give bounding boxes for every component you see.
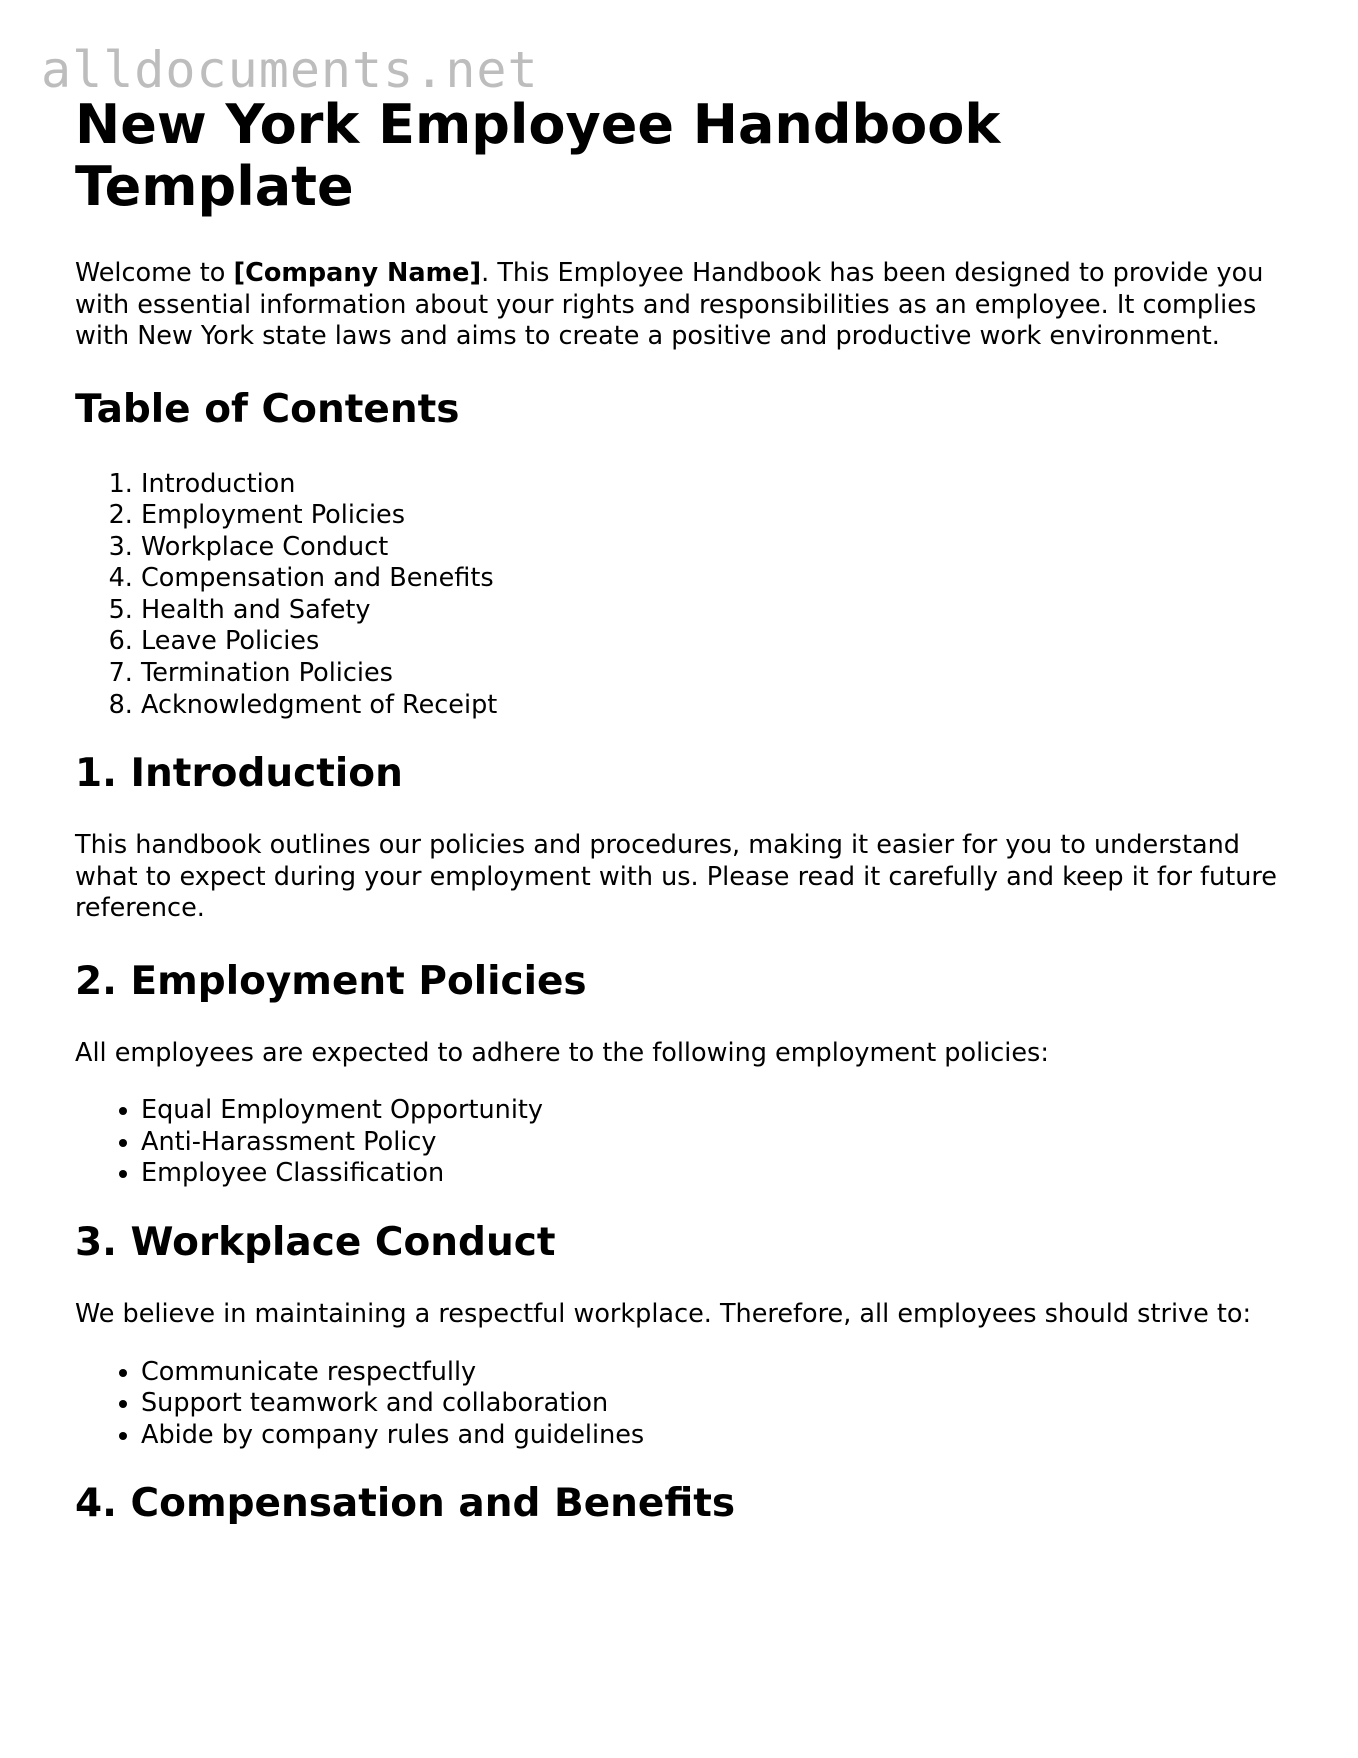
document-title: New York Employee Handbook Template xyxy=(75,93,1001,218)
watermark: alldocuments.net xyxy=(41,41,539,99)
toc-item: 5. Health and Safety xyxy=(141,595,1285,627)
toc-item: 1. Introduction xyxy=(141,469,1285,501)
toc-item: 6. Leave Policies xyxy=(141,626,1285,658)
workplace-conduct-lead: We believe in maintaining a respectful workplace. Therefore, all employees should strive to: xyxy=(75,1299,1252,1330)
workplace-conduct-list xyxy=(75,1357,1285,1452)
intro-paragraph xyxy=(75,258,1285,353)
list-item: • Communicate respectfully xyxy=(141,1357,1285,1389)
toc-item: 4. Compensation and Benefits xyxy=(141,563,1285,595)
intro-rest: . This Employee Handbook has been designed to provide you with essential information about your rights and responsibilities as an employee. It complies with New York state laws and aims to create a positive and productive work environment. xyxy=(75,258,1264,351)
list-item: • Anti-Harassment Policy xyxy=(141,1127,1285,1159)
introduction-paragraph: This handbook outlines our policies and procedures, making it easier for you to understand what to expect during your employment with us. Please read it carefully and keep it for future reference. xyxy=(75,830,1277,924)
section-heading-employment-policies: 2. Employment Policies xyxy=(75,958,587,1004)
section-heading-introduction: 1. Introduction xyxy=(75,751,403,797)
toc-item: 3. Workplace Conduct xyxy=(141,532,1285,564)
toc-item: 8. Acknowledgment of Receipt xyxy=(141,690,1285,722)
company-name-placeholder: [Company Name] xyxy=(233,258,482,288)
list-item: • Abide by company rules and guidelines xyxy=(141,1420,1285,1452)
toc-heading: Table of Contents xyxy=(75,386,460,432)
toc-item: 2. Employment Policies xyxy=(141,500,1285,532)
section-heading-workplace-conduct: 3. Workplace Conduct xyxy=(75,1220,556,1266)
list-item: • Employee Classification xyxy=(141,1158,1285,1190)
toc-item: 7. Termination Policies xyxy=(141,658,1285,690)
employment-policies-list xyxy=(75,1095,1285,1190)
list-item: • Equal Employment Opportunity xyxy=(141,1095,1285,1127)
table-of-contents xyxy=(75,469,1285,722)
document-page xyxy=(75,94,1285,1560)
employment-policies-lead: All employees are expected to adhere to the following employment policies: xyxy=(75,1037,1049,1068)
intro-prefix: Welcome to xyxy=(75,258,234,288)
section-heading-compensation: 4. Compensation and Benefits xyxy=(75,1481,736,1527)
list-item: • Support teamwork and collaboration xyxy=(141,1388,1285,1420)
